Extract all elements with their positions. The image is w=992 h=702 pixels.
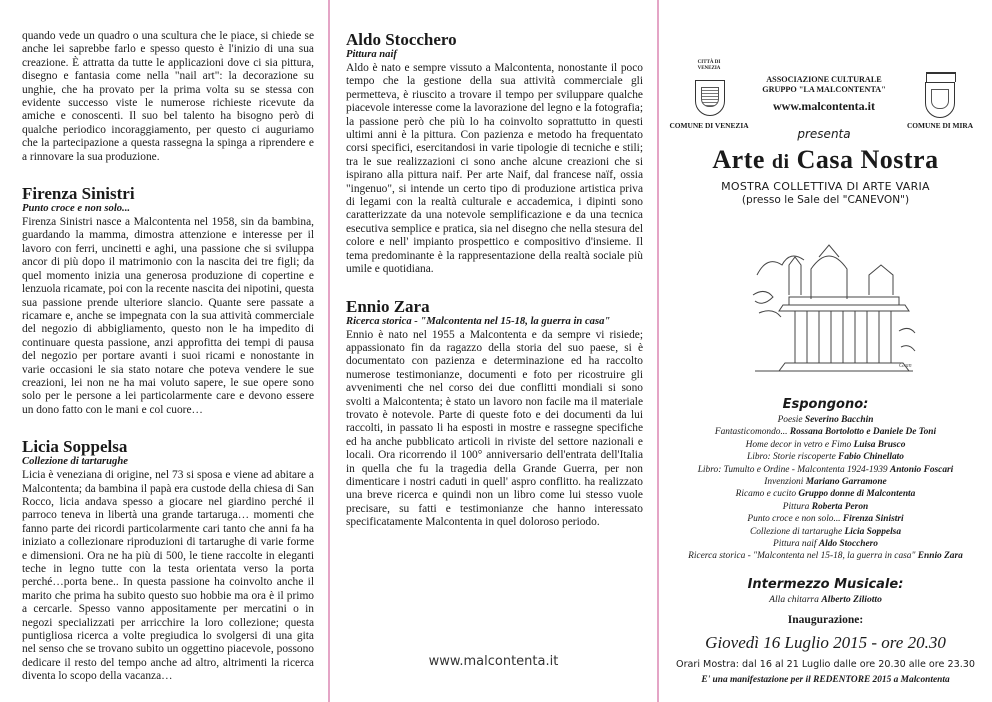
artist-name: Firenza Sinistri — [22, 184, 135, 204]
villa-sketch-illustration — [749, 235, 919, 385]
title-word: Nostra — [860, 145, 939, 174]
artist-subtitle: Pittura naif — [346, 49, 397, 60]
association-line-2: GRUPPO "LA MALCONTENTA" — [762, 85, 886, 94]
exhibitor-item: Invenzioni Mariano Garramone — [764, 477, 887, 488]
venezia-crest-text: CITTÀ DI VENEZIA — [697, 60, 721, 71]
association-line-1: ASSOCIAZIONE CULTURALE — [766, 75, 882, 84]
section-firenza — [22, 184, 314, 417]
exhibitor-item: Pittura Roberta Peron — [782, 501, 869, 512]
association-website: www.malcontenta.it — [773, 99, 875, 113]
exhibitor-item: Libro: Storie riscoperte Fabio Chinellato — [747, 452, 904, 463]
artist-bio: Aldo è nato e sempre vissuto a Malcontenta, nonostante il poco tempo che la gestione della sua attività commerciale gli permetteva, è riuscito a trovare il tempo per sviluppare qualche piacevole interesse come la lavorazione del legno e la fotografia; la passione però che più lo ha coinvolto soprattutto in questi ultimi anni è la pittura. Con pazienza e metodo ha frequentato corsi specifici, esercitandosi in varie tipologie di tecniche e stili; tra le sue realizzazioni ci sono anche alcune creazioni che si ispirano alla pittura naif. Per arte Naif, dal francese naïf, ossia "ingenuo", si intende un certo tipo di produzione artistica priva di legami con la realtà culturale e accademica, i dipinti sono caratterizzate da una notevole semplificazione e da una tecnica esecutiva semplice e pratica, sia nel disegno che nella stesura del colore e nell' impianto prospettico e compositivo d'insieme. Il tema predominante è la rappresentazione della realtà sociale più umile e quotidiana. — [346, 62, 643, 276]
intermezzo-performer: Alla chitarra Alberto Ziliotto — [769, 594, 882, 605]
artist-subtitle: Ricerca storica - "Malcontenta nel 15-18, la guerra in casa" — [346, 315, 611, 327]
artist-subtitle: Collezione di tartarughe — [22, 456, 128, 468]
association-name — [749, 75, 899, 95]
artist-bio: Ennio è nato nel 1955 a Malcontenta e da sempre vi risiede; appassionato fin da ragazzo della storia del suo paese, si è documentato con pazienza e determinazione ed ha raccolto numerose testimonianze, documenti e foto per ricostruire gli avvenimenti che nel corso dei due conflitti mondiali si sono svolti a Malcontenta; è stato un lavoro non facile ma il materiale trovato è notevole. Parte di queste foto e dei documenti da lui raccolti, in passato li ha esposti in mostre e rassegne specifiche ed ha anche pubblicato articoli in riviste del settore nazionali e locali. Ora ricorrendo il 100° anniversario dell'entrata dell'Italia in quella che fu la tragedia della Grande Guerra, per non dimenticare i nostri caduti in quell' aspro conflitto. ha realizzato una breve ricerca e quindi non un libro come lui stesso vuole precisare, su fatti e testimonianze che hanno interessato specificatamente Malcontenta in quel doloroso periodo. — [346, 328, 643, 529]
mira-crest-icon — [925, 82, 955, 118]
presenta-label: presenta — [797, 127, 851, 141]
artist-bio: Licia è veneziana di origine, nel 73 si sposa e viene ad abitare a Malcontenta; da bambina il papà era custode della chiesa di San Rocco, licia andava spesso a giocare nel giardino perché il parroco teneva in libertà una grande tartaruga… momenti che fanno parte dei ricordi particolarmente cari tanto che anni fa ha iniziato a collezionare riproduzioni di tartarughe di varie forme e dimensioni. Ora ne ha più di 500, le tiene raccolte in eleganti teche in legno tutte con la testa orientata verso la porta perché…porta bene.. In questa passione ha coinvolto anche il marito che prima ha subito questo suo hobbie ma ora è il primo a cercarle. Spesso vanno appositamente per mercatini o in negozi specializzati per arricchire la loro collezione; questa puntigliosa ricerca a volte pregiudica lo svolgersi di una gita nel senso che se trovano subito un oggettino piacevole, possono dedicare il resto del tempo anche ad altro, altrimenti la ricerca diventa lo scopo della vacanza… — [22, 469, 314, 683]
artist-name: Licia Soppelsa — [22, 437, 128, 457]
exhibitor-item: Home decor in vetro e Fimo Luisa Brusco — [745, 439, 906, 450]
exhibitor-item: Poesie Severino Bacchin — [777, 415, 874, 425]
artist-bio: Firenza Sinistri nasce a Malcontenta nel 1958, sin da bambina, guardando la mamma, dimostra attenzione e interesse per il lavoro con ferri, uncinetti e aghi, una passione che si sviluppa ancor di più dopo il matrimonio con la nascita dei tre figli; da quel momento inizia una generosa produzione di copertine e lenzuola ricamate, poi con la recente nascita dei nipotini, questa sua passione prende ulteriore slancio. Quante sere passate a ricamare e, anche se impegnata con la sua attività commerciale del negozio di abbigliamento, questo non le ha impedito di continuare questa passione, anzi approfitta dei tempi di pausa del negozio per portare avanti i suoi ricami e nonostante in varie occasioni le sia stato notare che poteva vendere le sue creazioni, lei non ne ha mai voluto sapere, le sue opere sono solo per le persone a lei particolarmente care e devono essere un dono fatto con le mani e col cuore… — [22, 216, 314, 416]
title-word: Arte — [712, 145, 765, 174]
intermezzo-heading: Intermezzo Musicale: — [747, 577, 904, 592]
artist-name: Ennio Zara — [346, 296, 430, 316]
exhibitor-item: Punto croce e non solo... Firenza Sinistri — [747, 514, 904, 525]
section-ennio — [346, 297, 643, 530]
exhibitor-item: Pittura naif Aldo Stocchero — [773, 539, 878, 550]
title-word: di — [771, 151, 790, 173]
column-middle — [330, 0, 657, 702]
svg-text:Gran: Gran — [899, 363, 912, 369]
artist-name: Aldo Stocchero — [346, 30, 457, 49]
comune-venezia-label: COMUNE DI VENEZIA — [669, 121, 749, 130]
website-footer: www.malcontenta.it — [428, 654, 559, 669]
event-location: (presso le Sale del "CANEVON") — [741, 194, 910, 206]
event-date: Giovedì 16 Luglio 2015 - ore 20.30 — [705, 633, 946, 652]
exhibitor-item: Libro: Tumulto e Ordine - Malcontenta 1924-1939 Antonio Foscari — [697, 464, 954, 475]
artist-subtitle: Punto croce e non solo... — [22, 203, 131, 215]
inaugurazione-label: Inaugurazione: — [787, 614, 864, 626]
exhibitor-item: Fantasticomondo... Rossana Bortolotto e Daniele De Toni — [714, 427, 937, 438]
intro-paragraph: quando vede un quadro o una scultura che le piace, si chiede se anche lei saprebbe farlo e spesso questo è l'inizio di una sua creazione. È attratta da tutte le applicazioni dove ci sia pittura, disegno e fantasia come nella "nail art": la decorazione su unghie, che ha provato per la prima volta su se stessa con evidente successo viste le numerose richieste ricevute da amiche e conoscenti. Il suo bel talento ha bisogno però di qualche periodico incoraggiamento, per questo ci auguriamo che la partecipazione a questa rassegna la spinga a riprendere e a rinnovare la sua produzione. — [22, 30, 314, 163]
comune-mira-label: COMUNE DI MIRA — [906, 121, 974, 130]
exhibitor-item: Ricamo e cucito Gruppo donne di Malcontenta — [735, 489, 916, 500]
title-word: Casa — [796, 145, 854, 174]
column-left — [0, 0, 328, 702]
opening-hours: Orari Mostra: dal 16 al 21 Luglio dalle ore 20.30 alle ore 23.30 — [676, 659, 975, 670]
section-licia — [22, 437, 314, 684]
exhibitor-item: Collezione di tartarughe Licia Soppelsa — [749, 526, 902, 537]
event-subtitle: MOSTRA COLLETTIVA DI ARTE VARIA — [721, 180, 930, 193]
espongono-heading: Espongono: — [782, 397, 869, 412]
event-title — [659, 145, 992, 175]
venezia-crest-icon — [695, 80, 725, 116]
exhibitor-item: Ricerca storica - "Malcontenta nel 15-18, la guerra in casa" Ennio Zara — [688, 551, 963, 562]
event-occasion: E' una manifestazione per il REDENTORE 2015 a Malcontenta — [701, 675, 950, 685]
section-aldo — [346, 30, 643, 277]
column-right — [659, 0, 992, 702]
mira-crown-icon — [926, 72, 956, 82]
exhibitors-list — [659, 414, 992, 563]
